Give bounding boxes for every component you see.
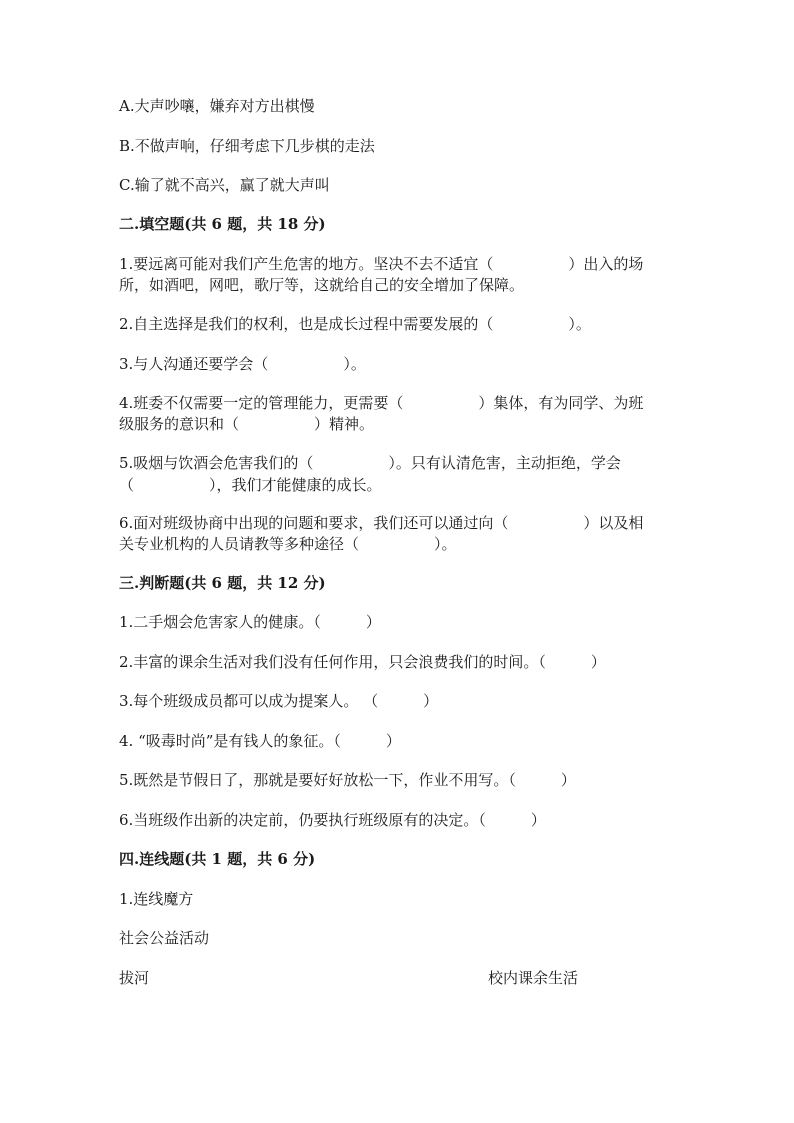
fill-question-6-line2: 关专业机构的人员请教等多种途径（ ）。 [119,535,457,553]
option-b: B.不做声响，仔细考虑下几步棋的走法 [119,137,375,155]
judge-question-6: 6.当班级作出新的决定前，仍要执行班级原有的决定。（ ） [119,811,546,829]
fill-question-4-line2: 级服务的意识和（ ）精神。 [119,415,375,433]
judge-question-4: 4. “吸毒时尚”是有钱人的象征。（ ） [119,732,401,750]
section-title-judge: 三.判断题(共 6 题，共 12 分) [119,574,326,592]
fill-question-4-line1: 4.班委不仅需要一定的管理能力，更需要（ ）集体，有为同学、为班 [119,394,644,412]
judge-question-1: 1.二手烟会危害家人的健康。（ ） [119,613,381,631]
fill-question-1-line2: 所，如酒吧，网吧，歌厅等，这就给自己的安全增加了保障。 [119,276,525,294]
judge-question-3: 3.每个班级成员都可以成为提案人。 （ ） [119,692,439,710]
fill-question-5-line2: （ ），我们才能健康的成长。 [119,476,382,494]
section-title-fill: 二.填空题(共 6 题，共 18 分) [119,215,326,233]
fill-question-6-line1: 6.面对班级协商中出现的问题和要求，我们还可以通过向（ ）以及相 [119,514,644,532]
option-c: C.输了就不高兴，赢了就大声叫 [119,176,330,194]
match-right-item-1: 校内课余生活 [488,969,579,987]
match-left-item-2: 拔河 [119,969,150,987]
fill-question-5-line1: 5.吸烟与饮酒会危害我们的（ ）。只有认清危害，主动拒绝，学会 [119,454,621,472]
judge-question-2: 2.丰富的课余生活对我们没有任何作用，只会浪费我们的时间。（ ） [119,653,606,671]
match-question-1: 1.连线魔方 [119,890,194,908]
fill-question-2: 2.自主选择是我们的权利，也是成长过程中需要发展的（ ）。 [119,315,591,333]
section-title-match: 四.连线题(共 1 题，共 6 分) [119,850,316,868]
fill-question-1-line1: 1.要远离可能对我们产生危害的地方。坚决不去不适宜（ ）出入的场 [119,255,644,273]
match-left-item-1: 社会公益活动 [119,929,210,947]
fill-question-3: 3.与人沟通还要学会（ ）。 [119,355,366,373]
option-a: A.大声吵嚷，嫌弃对方出棋慢 [119,97,315,115]
judge-question-5: 5.既然是节假日了，那就是要好好放松一下，作业不用写。（ ） [119,771,576,789]
